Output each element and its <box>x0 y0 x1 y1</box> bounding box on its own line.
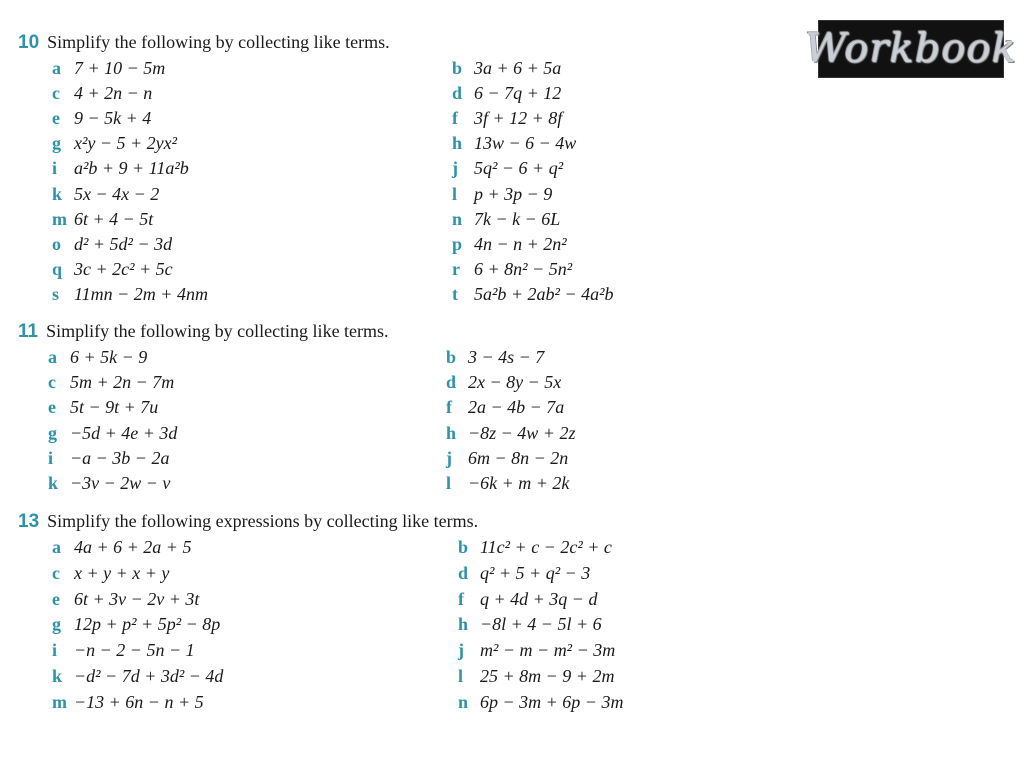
exercise-instruction: Simplify the following by collecting like terms. <box>46 321 389 341</box>
item-expression: 6t + 3v − 2v + 3t <box>74 588 200 609</box>
item-letter: n <box>452 208 463 229</box>
exercise-item <box>52 535 191 559</box>
exercise-item <box>52 81 152 105</box>
item-letter: o <box>52 233 61 254</box>
item-letter: c <box>48 372 56 393</box>
exercise-item <box>48 395 158 419</box>
item-letter: h <box>452 133 463 154</box>
item-letter: t <box>452 283 458 304</box>
item-letter: s <box>52 283 60 304</box>
item-expression: p + 3p − 9 <box>474 183 553 204</box>
workbook-logo <box>805 20 1017 78</box>
item-expression: q² + 5 + q² − 3 <box>480 562 591 583</box>
item-expression: 5t − 9t + 7u <box>70 397 159 418</box>
item-letter: f <box>452 108 458 129</box>
exercise-item <box>446 345 544 369</box>
item-letter: d <box>446 372 457 393</box>
exercise-item <box>48 471 170 495</box>
item-letter: m <box>52 208 67 229</box>
item-letter: e <box>52 588 60 609</box>
exercise-item <box>446 471 569 495</box>
item-letter: q <box>52 258 63 279</box>
item-expression: 5a²b + 2ab² − 4a²b <box>474 283 614 304</box>
item-letter: i <box>52 640 58 661</box>
item-letter: m <box>52 691 67 712</box>
item-expression: −5d + 4e + 3d <box>70 422 178 443</box>
exercise-item <box>52 612 220 636</box>
item-letter: c <box>52 562 60 583</box>
item-letter: l <box>446 473 452 493</box>
item-expression: 7k − k − 6L <box>474 208 561 229</box>
exercise-item <box>52 131 177 155</box>
item-letter: b <box>446 347 457 367</box>
item-expression: 3 − 4s − 7 <box>468 347 545 367</box>
item-expression: q + 4d + 3q − d <box>480 588 598 609</box>
exercise-number: 11 <box>18 321 39 342</box>
exercise-heading <box>18 32 390 54</box>
exercise-item <box>52 56 165 80</box>
exercise-item <box>52 664 223 688</box>
item-letter: a <box>48 347 57 367</box>
item-letter: g <box>48 422 57 443</box>
exercise-instruction: Simplify the following expressions by collecting like terms. <box>47 511 479 531</box>
item-expression: 6 − 7q + 12 <box>474 83 562 104</box>
item-expression: 3c + 2c² + 5c <box>74 258 173 279</box>
item-expression: 3f + 12 + 8f <box>474 108 563 129</box>
item-expression: a²b + 9 + 11a²b <box>74 158 189 179</box>
item-expression: 5x − 4x − 2 <box>74 183 160 204</box>
item-expression: x + y + x + y <box>74 562 170 583</box>
item-letter: g <box>52 133 61 154</box>
item-expression: 2a − 4b − 7a <box>468 397 565 418</box>
item-letter: l <box>458 666 464 686</box>
item-expression: 13w − 6 − 4w <box>474 133 577 154</box>
exercise-item <box>48 370 174 394</box>
item-expression: 25 + 8m − 9 + 2m <box>480 666 615 686</box>
item-expression: 12p + p² + 5p² − 8p <box>74 614 221 635</box>
exercise-item <box>452 106 562 130</box>
exercise-item <box>52 690 204 714</box>
item-letter: r <box>452 258 460 279</box>
item-letter: a <box>52 537 61 557</box>
item-letter: e <box>52 108 60 129</box>
exercise-heading <box>18 321 389 343</box>
exercise-item <box>48 345 147 369</box>
item-expression: 5q² − 6 + q² <box>474 158 564 179</box>
exercise-item <box>452 232 567 256</box>
item-expression: −8z − 4w + 2z <box>468 422 576 443</box>
item-letter: i <box>52 158 58 179</box>
item-letter: h <box>458 614 469 635</box>
item-letter: d <box>458 562 469 583</box>
item-expression: 3a + 6 + 5a <box>474 58 562 78</box>
item-expression: 6m − 8n − 2n <box>468 447 569 468</box>
exercise-number: 10 <box>18 32 40 53</box>
item-expression: 4n − n + 2n² <box>474 233 567 254</box>
exercise-item <box>458 612 602 636</box>
item-letter: k <box>48 473 59 493</box>
exercise-item <box>446 446 568 470</box>
exercise-item <box>458 587 597 611</box>
exercise-item <box>452 131 576 155</box>
item-letter: n <box>458 691 469 712</box>
item-expression: 6 + 8n² − 5n² <box>474 258 573 279</box>
workbook-logo-text: Workbook <box>805 26 1017 72</box>
item-letter: c <box>52 83 60 104</box>
item-letter: h <box>446 422 457 443</box>
item-letter: p <box>452 233 463 254</box>
exercise-item <box>458 535 612 559</box>
exercise-item <box>452 156 563 180</box>
exercise-item <box>52 257 173 281</box>
item-expression: −8l + 4 − 5l + 6 <box>480 614 602 635</box>
item-expression: −6k + m + 2k <box>468 473 570 493</box>
exercise-item <box>452 207 560 231</box>
item-expression: 6p − 3m + 6p − 3m <box>480 691 624 712</box>
exercise-item <box>446 421 575 445</box>
item-expression: 9 − 5k + 4 <box>74 108 152 129</box>
item-expression: m² − m − m² − 3m <box>480 640 616 661</box>
item-expression: 6 + 5k − 9 <box>70 347 148 367</box>
item-expression: x²y − 5 + 2yx² <box>74 133 178 154</box>
item-expression: 6t + 4 − 5t <box>74 208 154 229</box>
item-letter: e <box>48 397 56 418</box>
exercise-item <box>458 638 615 662</box>
item-expression: 4 + 2n − n <box>74 83 153 104</box>
item-letter: l <box>452 183 458 204</box>
exercise-heading <box>18 511 478 533</box>
exercise-item <box>452 81 561 105</box>
exercise-item <box>52 106 151 130</box>
exercise-item <box>458 561 590 585</box>
item-expression: d² + 5d² − 3d <box>74 233 173 254</box>
item-letter: a <box>52 58 61 78</box>
exercise-item <box>452 182 552 206</box>
item-letter: f <box>458 588 464 609</box>
item-expression: −d² − 7d + 3d² − 4d <box>74 666 224 686</box>
exercise-number: 13 <box>18 511 40 532</box>
item-letter: f <box>446 397 452 418</box>
item-expression: 7 + 10 − 5m <box>74 58 166 78</box>
exercise-item <box>446 370 561 394</box>
item-letter: j <box>452 158 458 179</box>
item-letter: b <box>452 58 463 78</box>
exercise-item <box>452 257 572 281</box>
item-expression: −n − 2 − 5n − 1 <box>74 640 195 661</box>
item-letter: g <box>52 614 61 635</box>
item-expression: −3v − 2w − v <box>70 473 171 493</box>
item-letter: j <box>458 640 464 661</box>
exercise-item <box>452 56 561 80</box>
item-letter: k <box>52 183 63 204</box>
exercise-item <box>48 421 177 445</box>
exercise-item <box>52 182 159 206</box>
item-expression: 11mn − 2m + 4nm <box>74 283 208 304</box>
item-letter: b <box>458 537 469 557</box>
item-letter: d <box>452 83 463 104</box>
item-expression: −13 + 6n − n + 5 <box>74 691 204 712</box>
exercise-item <box>452 282 613 306</box>
exercise-item <box>458 690 623 714</box>
exercise-item <box>446 395 564 419</box>
item-letter: j <box>446 447 452 468</box>
item-expression: 11c² + c − 2c² + c <box>480 537 612 557</box>
item-letter: i <box>48 447 54 468</box>
exercise-item <box>458 664 614 688</box>
item-letter: k <box>52 666 63 686</box>
item-expression: 4a + 6 + 2a + 5 <box>74 537 192 557</box>
item-expression: 2x − 8y − 5x <box>468 372 562 393</box>
exercise-item <box>52 232 172 256</box>
exercise-item <box>52 156 189 180</box>
exercise-instruction: Simplify the following by collecting like terms. <box>47 32 390 52</box>
exercise-item <box>52 638 195 662</box>
exercise-item <box>48 446 169 470</box>
item-expression: −a − 3b − 2a <box>70 447 170 468</box>
item-expression: 5m + 2n − 7m <box>70 372 175 393</box>
exercise-item <box>52 561 169 585</box>
exercise-item <box>52 282 208 306</box>
exercise-item <box>52 587 199 611</box>
exercise-item <box>52 207 153 231</box>
